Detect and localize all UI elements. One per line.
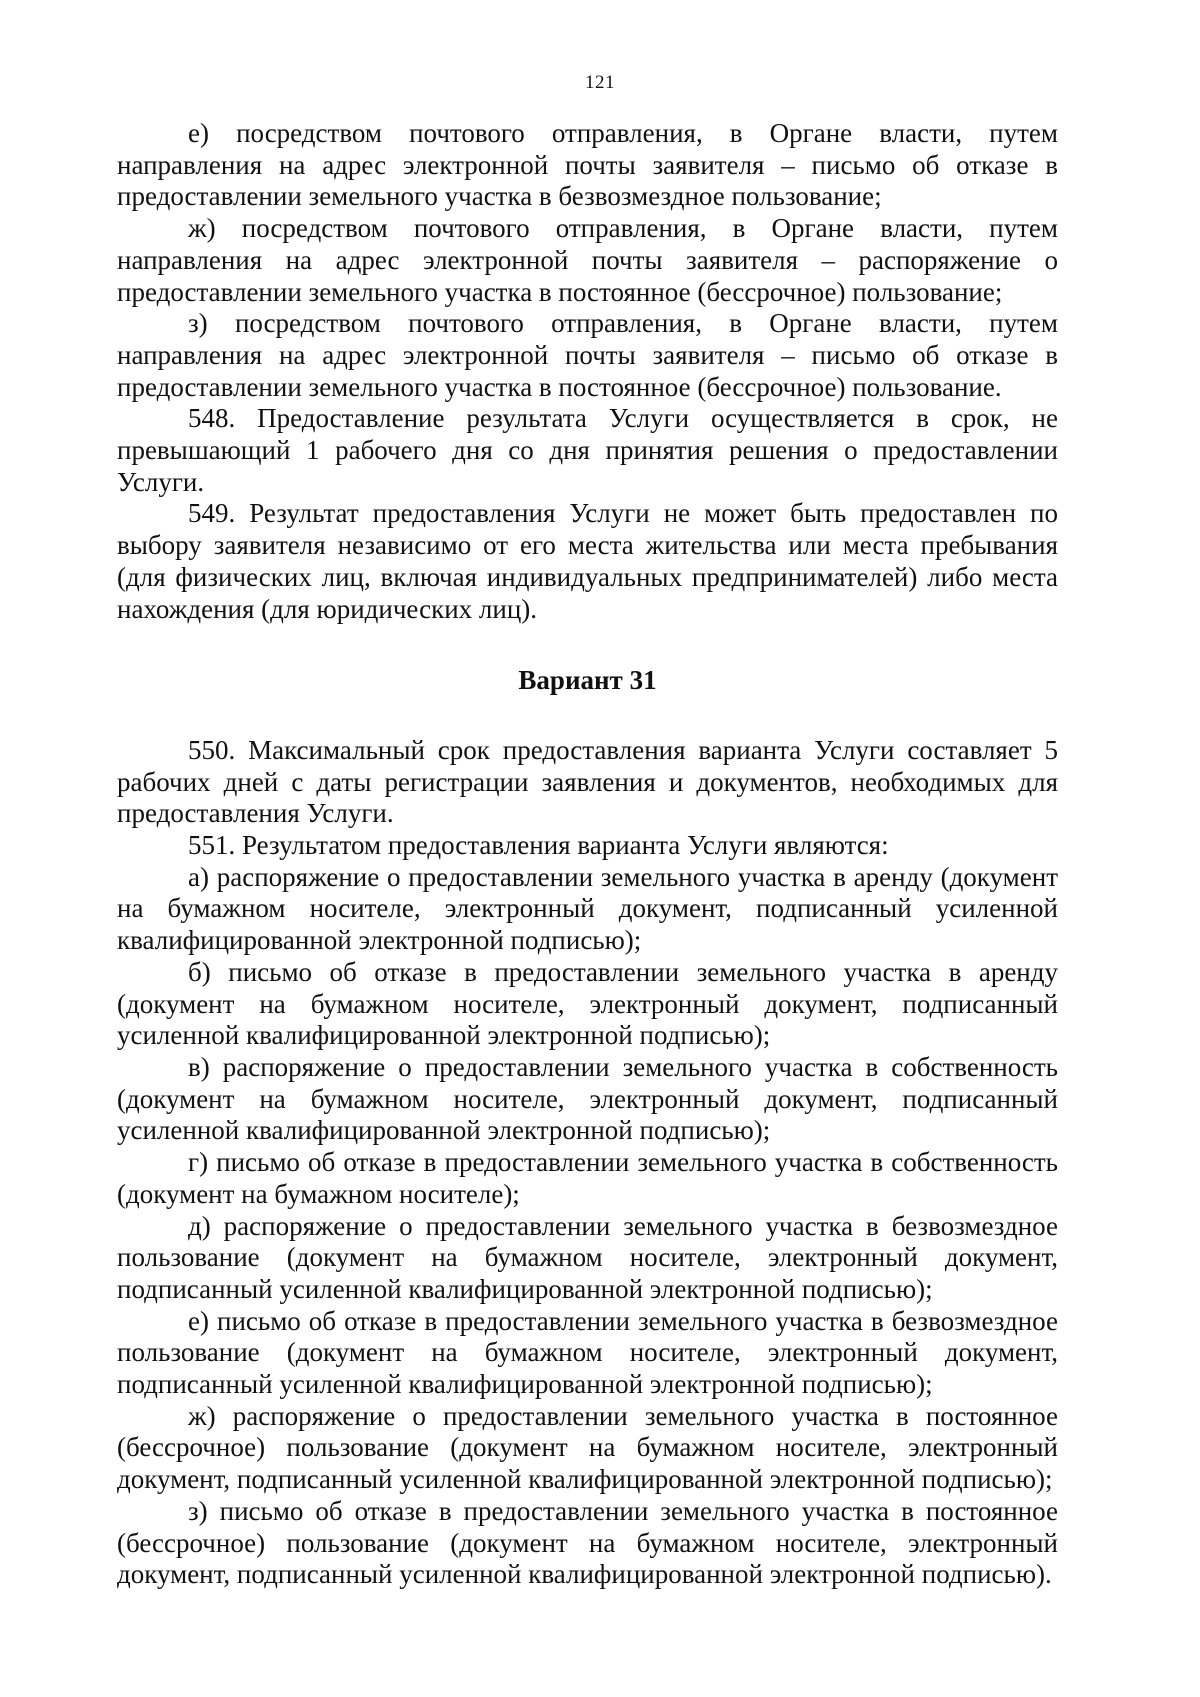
paragraph-548: 548. Предоставление результата Услуги осуществляется в срок, не превышающий 1 рабочего дня со дня принятия решения о предоставлении Услуги. xyxy=(117,403,1058,497)
paragraph-item-b: б) письмо об отказе в предоставлении земельного участка в аренду (документ на бумажном носителе, электронный документ, подписанный усиленной квалифицированной электронной подписью); xyxy=(117,956,1058,1051)
paragraph-551: 551. Результатом предоставления варианта Услуги являются: xyxy=(188,830,889,861)
paragraph-item-g: г) письмо об отказе в предоставлении земельного участка в собственность (документ на бумажном носителе); xyxy=(117,1147,1058,1209)
paragraph-item-a: а) распоряжение о предоставлении земельного участка в аренду (документ на бумажном носителе, электронный документ, подписанный усиленной квалифицированной электронной подписью); xyxy=(117,861,1058,956)
document-body xyxy=(117,118,1058,1591)
paragraph-549: 549. Результат предоставления Услуги не может быть предоставлен по выбору заявителя независимо от его места жительства или места пребывания (для физических лиц, включая индивидуальных предпринимателей) либо места нахождения (для юридических лиц). xyxy=(117,498,1058,624)
section-heading: Вариант 31 xyxy=(518,665,657,696)
paragraph-item-zh-delivery: ж) посредством почтового отправления, в Органе власти, путем направления на адрес электронной почты заявителя – распоряжение о предоставлении земельного участка в постоянное (бессрочное) пользование; xyxy=(117,213,1058,307)
paragraph-item-z: з) письмо об отказе в предоставлении земельного участка в постоянное (бессрочное) пользование (документ на бумажном носителе, электронный документ, подписанный усиленной квалифицированной электронной подписью). xyxy=(117,1495,1058,1590)
paragraph-550: 550. Максимальный срок предоставления варианта Услуги составляет 5 рабочих дней с даты регистрации заявления и документов, необходимых для предоставления Услуги. xyxy=(117,734,1058,829)
page-number: 121 xyxy=(585,72,615,93)
paragraph-item-e-delivery: е) посредством почтового отправления, в Органе власти, путем направления на адрес электронной почты заявителя – письмо об отказе в предоставлении земельного участка в безвозмездное пользование; xyxy=(117,118,1058,212)
paragraph-item-v: в) распоряжение о предоставлении земельного участка в собственность (документ на бумажном носителе, электронный документ, подписанный усиленной квалифицированной электронной подписью); xyxy=(117,1051,1058,1146)
paragraph-item-z-delivery: з) посредством почтового отправления, в Органе власти, путем направления на адрес электронной почты заявителя – письмо об отказе в предоставлении земельного участка в постоянное (бессрочное) пользование. xyxy=(117,308,1058,402)
paragraph-item-e: е) письмо об отказе в предоставлении земельного участка в безвозмездное пользование (документ на бумажном носителе, электронный документ, подписанный усиленной квалифицированной электронной подписью); xyxy=(117,1305,1058,1400)
paragraph-item-zh: ж) распоряжение о предоставлении земельного участка в постоянное (бессрочное) пользование (документ на бумажном носителе, электронный документ, подписанный усиленной квалифицированной электронной подписью); xyxy=(117,1400,1058,1495)
paragraph-item-d: д) распоряжение о предоставлении земельного участка в безвозмездное пользование (документ на бумажном носителе, электронный документ, подписанный усиленной квалифицированной электронной подписью); xyxy=(117,1210,1058,1304)
